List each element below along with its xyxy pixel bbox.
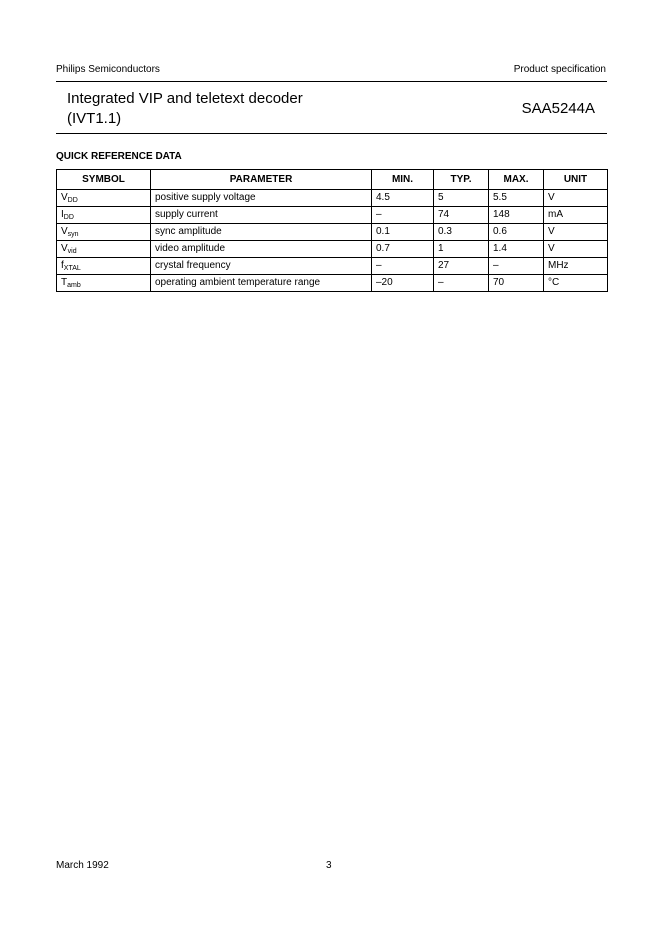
max-cell: 148 xyxy=(489,207,544,224)
parameter-cell: sync amplitude xyxy=(151,224,372,241)
symbol-cell: $T_{amb}$ xyxy=(57,275,151,292)
table-row xyxy=(57,258,608,275)
typ-cell: 27 xyxy=(434,258,489,275)
typ-cell: – xyxy=(434,275,489,292)
typ-cell: 74 xyxy=(434,207,489,224)
column-header: TYP. xyxy=(434,170,489,190)
column-header: UNIT xyxy=(544,170,608,190)
symbol-cell: $V_{syn}$ xyxy=(57,224,151,241)
min-cell: 0.7 xyxy=(372,241,434,258)
table-row xyxy=(57,190,608,207)
table-row xyxy=(57,207,608,224)
column-header: MAX. xyxy=(489,170,544,190)
document-title xyxy=(67,89,303,129)
min-cell: 4.5 xyxy=(372,190,434,207)
title-line-1: Integrated VIP and teletext decoder xyxy=(67,90,303,107)
symbol-cell: $I_{DD}$ xyxy=(57,207,151,224)
part-number: SAA5244A xyxy=(521,100,595,117)
company-name: Philips Semiconductors xyxy=(56,64,160,75)
column-header: SYMBOL xyxy=(57,170,151,190)
min-cell: 0.1 xyxy=(372,224,434,241)
parameter-cell: operating ambient temperature range xyxy=(151,275,372,292)
table-row xyxy=(57,275,608,292)
max-cell: 70 xyxy=(489,275,544,292)
typ-cell: 1 xyxy=(434,241,489,258)
parameter-cell: supply current xyxy=(151,207,372,224)
quick-reference-table xyxy=(56,169,608,292)
symbol-cell: $V_{DD}$ xyxy=(57,190,151,207)
parameter-cell: video amplitude xyxy=(151,241,372,258)
symbol-cell: $f_{XTAL}$ xyxy=(57,258,151,275)
max-cell: 5.5 xyxy=(489,190,544,207)
header-rule-top xyxy=(56,81,607,82)
symbol-cell: $V_{vid}$ xyxy=(57,241,151,258)
section-title: QUICK REFERENCE DATA xyxy=(56,151,182,162)
typ-cell: 0.3 xyxy=(434,224,489,241)
min-cell: – xyxy=(372,207,434,224)
max-cell: 0.6 xyxy=(489,224,544,241)
min-cell: –20 xyxy=(372,275,434,292)
unit-cell: mA xyxy=(544,207,608,224)
typ-cell: 5 xyxy=(434,190,489,207)
parameter-cell: positive supply voltage xyxy=(151,190,372,207)
header-rule-bottom xyxy=(56,133,607,134)
min-cell: – xyxy=(372,258,434,275)
document-type: Product specification xyxy=(513,64,606,75)
table-header-row xyxy=(57,170,608,190)
title-line-2: (IVT1.1) xyxy=(67,110,122,127)
unit-cell: V xyxy=(544,190,608,207)
page-number: 3 xyxy=(326,860,332,871)
unit-cell: °C xyxy=(544,275,608,292)
max-cell: – xyxy=(489,258,544,275)
footer-date: March 1992 xyxy=(56,860,109,871)
column-header: MIN. xyxy=(372,170,434,190)
unit-cell: MHz xyxy=(544,258,608,275)
table-row xyxy=(57,224,608,241)
unit-cell: V xyxy=(544,224,608,241)
parameter-cell: crystal frequency xyxy=(151,258,372,275)
max-cell: 1.4 xyxy=(489,241,544,258)
table-row xyxy=(57,241,608,258)
column-header: PARAMETER xyxy=(151,170,372,190)
unit-cell: V xyxy=(544,241,608,258)
